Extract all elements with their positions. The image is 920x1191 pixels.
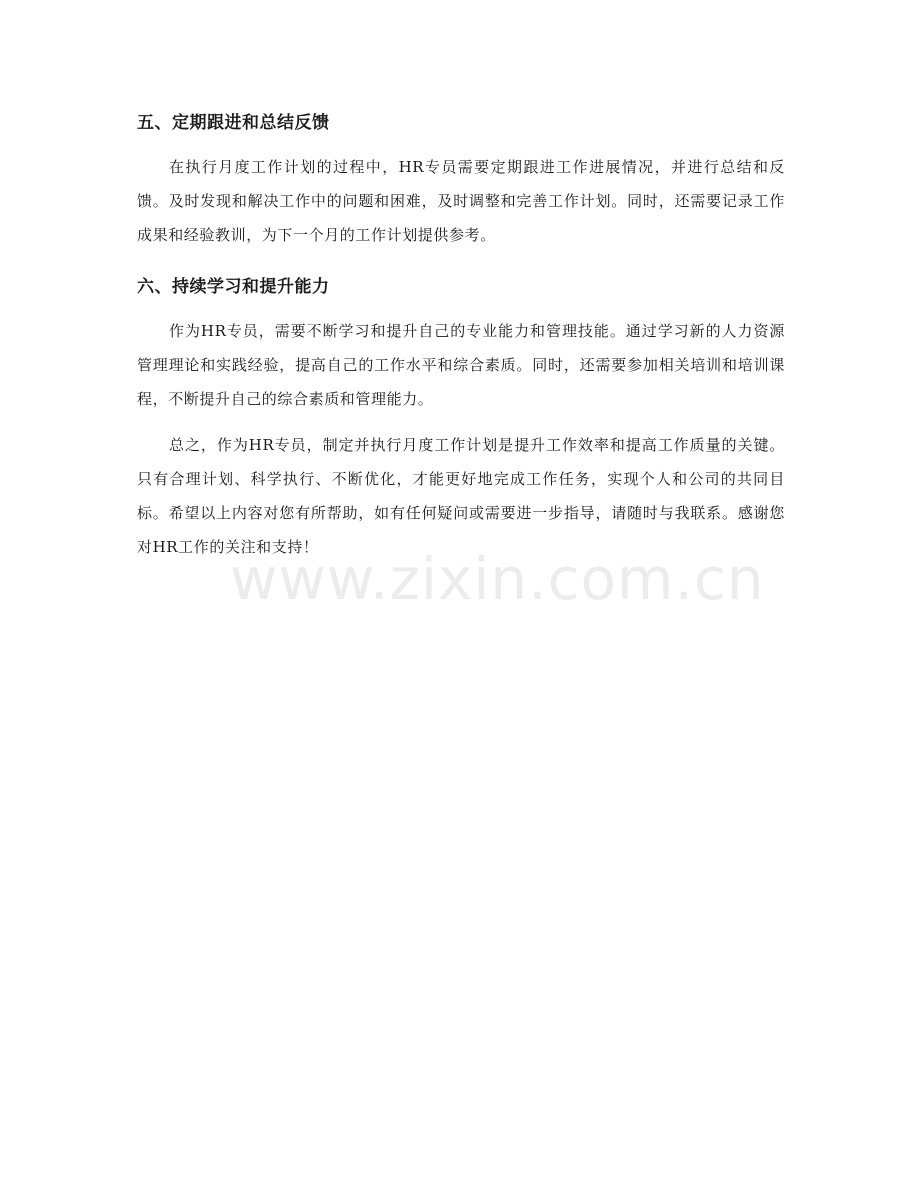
section-followup [137, 106, 785, 252]
document-content [137, 106, 785, 582]
body-paragraph: 在执行月度工作计划的过程中，HR专员需要定期跟进工作进展情况，并进行总结和反馈。及时发现和解决工作中的问题和困难，及时调整和完善工作计划。同时，还需要记录工作成果和经验教训，为下一个月的工作计划提供参考。 [137, 158, 785, 244]
section-heading: 五、定期跟进和总结反馈 [137, 113, 330, 133]
section-learning [137, 270, 785, 564]
body-paragraph: 作为HR专员，需要不断学习和提升自己的专业能力和管理技能。通过学习新的人力资源管理理论和实践经验，提高自己的工作水平和综合素质。同时，还需要参加相关培训和培训课程，不断提升自己的综合素质和管理能力。 [137, 322, 785, 408]
watermark: www.zixin.com.cn [230, 545, 765, 613]
conclusion-paragraph: 总之，作为HR专员，制定并执行月度工作计划是提升工作效率和提高工作质量的关键。只有合理计划、科学执行、不断优化，才能更好地完成工作任务，实现个人和公司的共同目标。希望以上内容对您有所帮助，如有任何疑问或需要进一步指导，请随时与我联系。感谢您对HR工作的关注和支持！ [137, 436, 785, 556]
section-heading: 六、持续学习和提升能力 [137, 277, 330, 297]
